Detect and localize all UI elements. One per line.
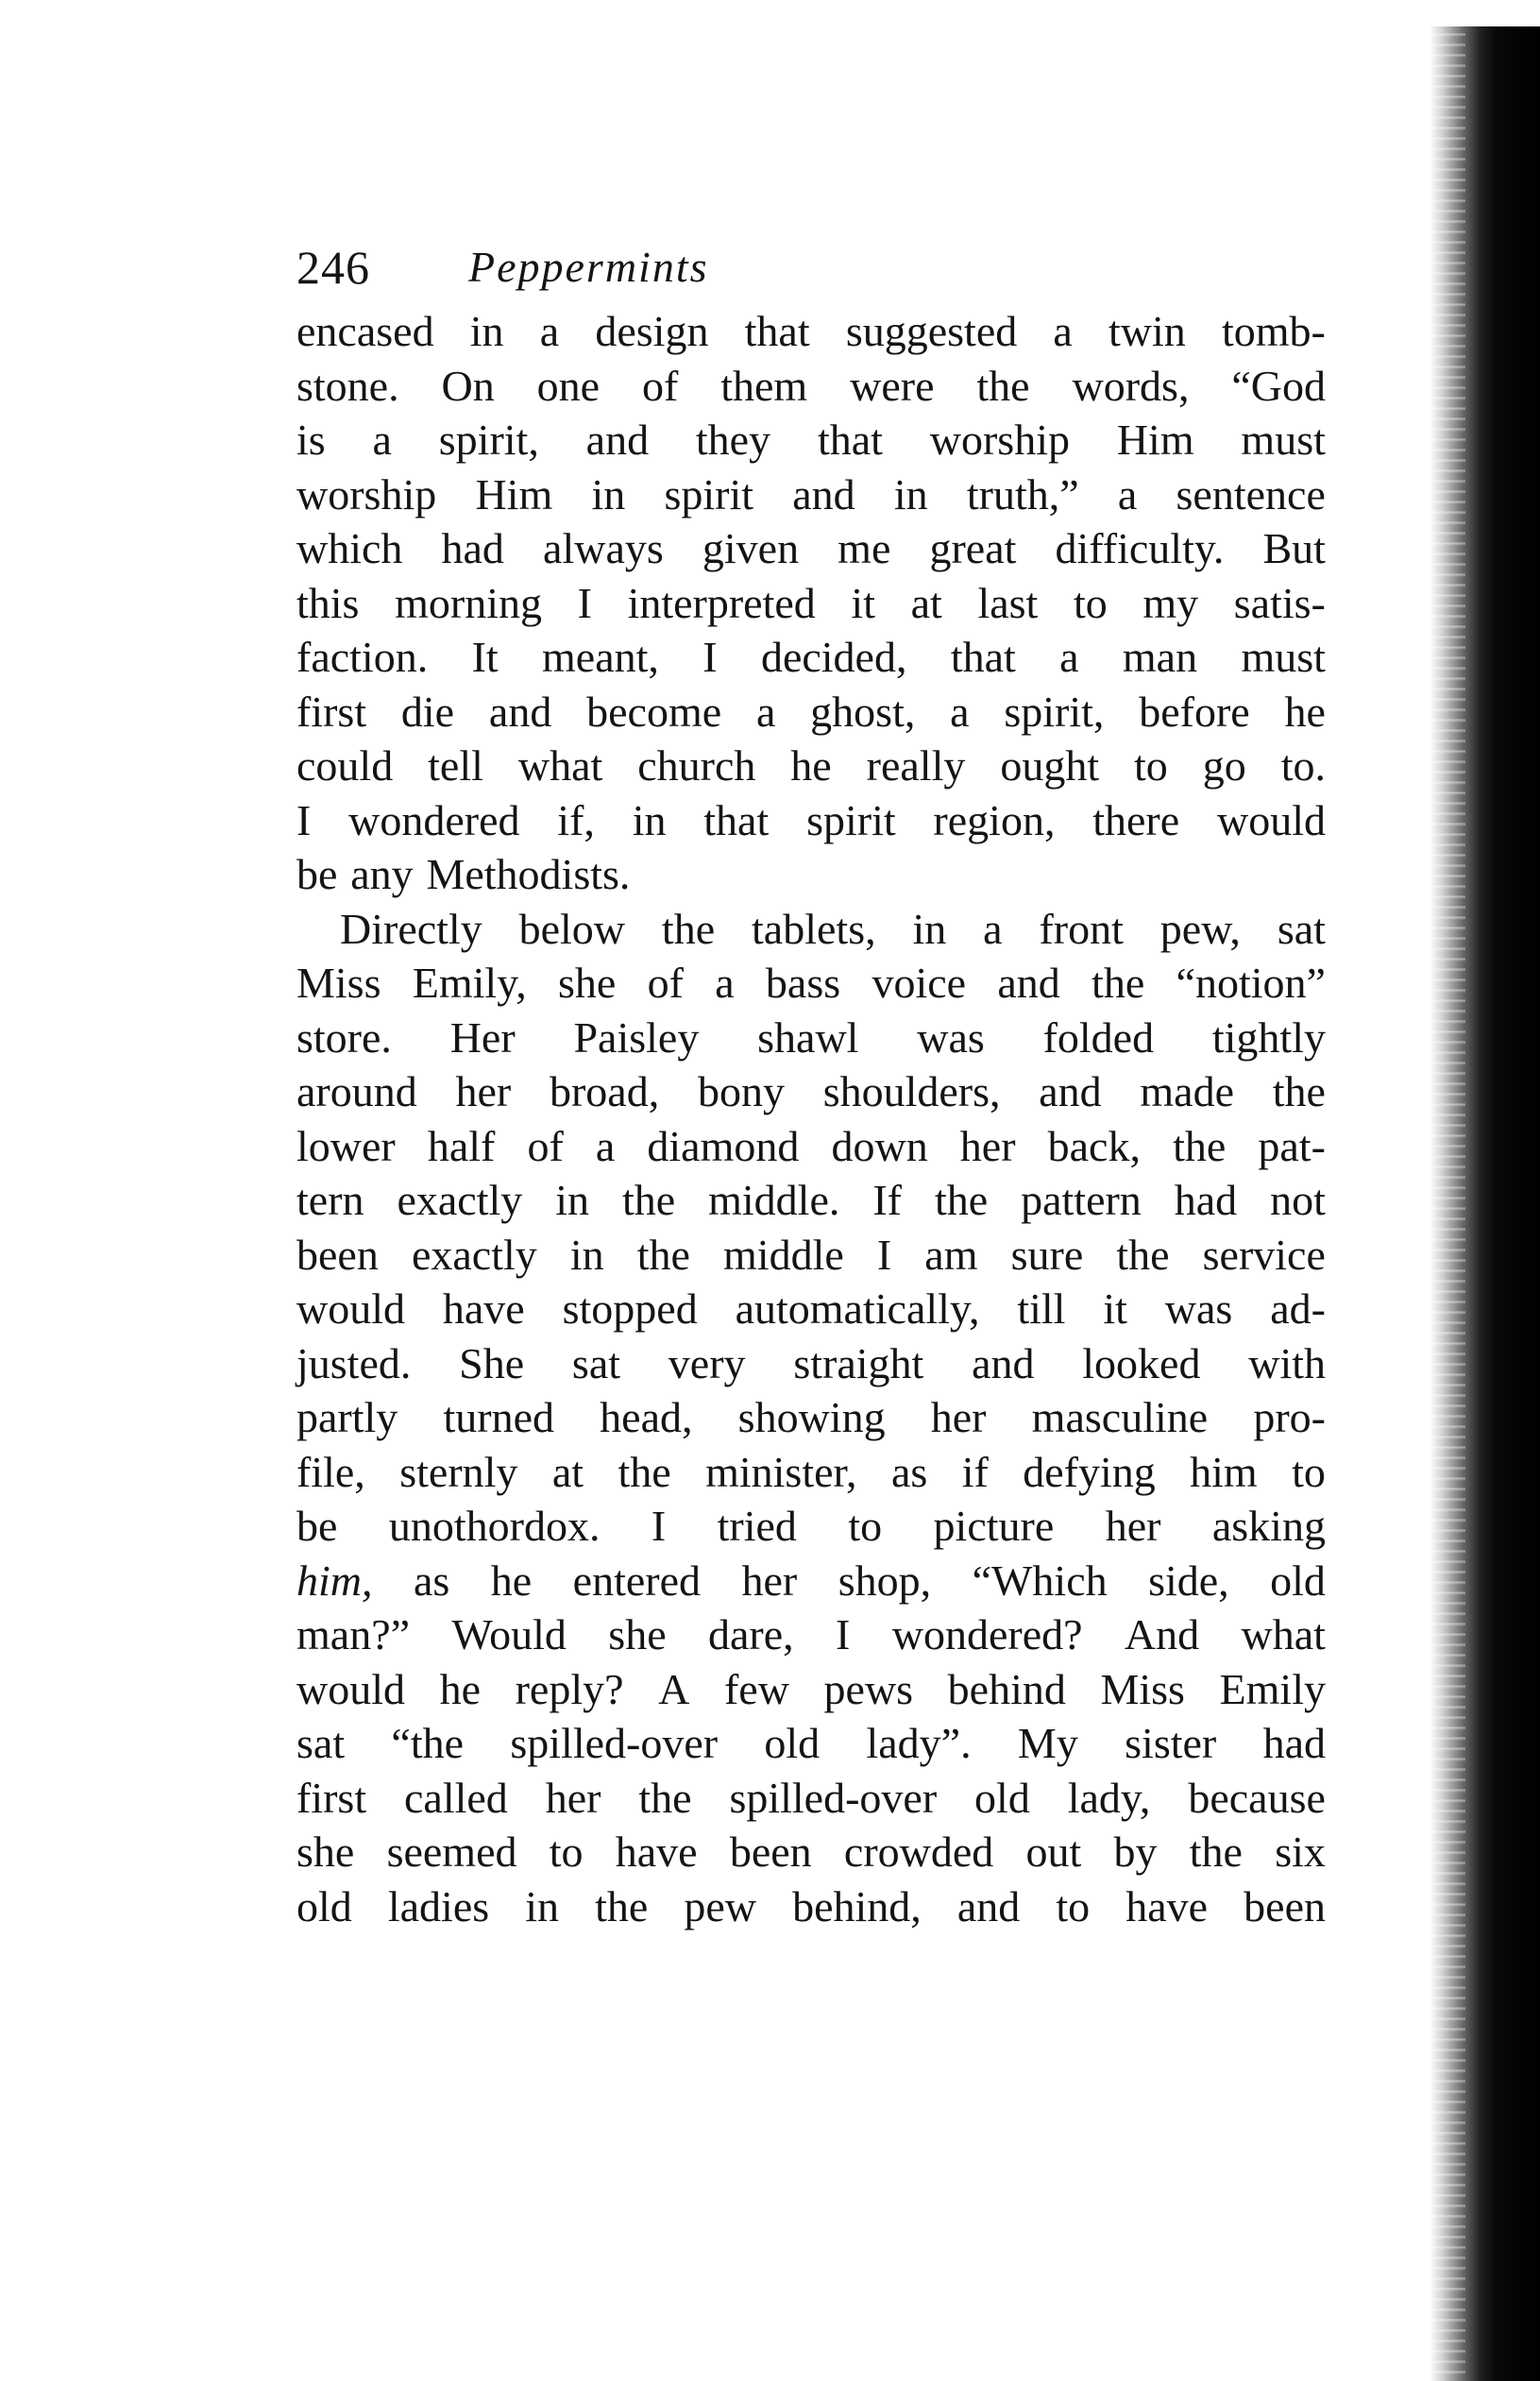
word: head, [600,1393,693,1441]
word: if, [557,795,595,844]
word: and [997,959,1060,1007]
word: turned [443,1393,554,1441]
word: in [591,469,626,519]
word: lady”. [866,1719,972,1767]
word: she [608,1610,667,1658]
word: he [490,1556,533,1605]
word: spirit [664,469,754,519]
word: old [764,1719,821,1767]
text-line [296,793,1326,848]
text-line [296,956,1326,1011]
word: side, [1148,1556,1229,1605]
word: showing [737,1393,886,1441]
word: go [1202,741,1246,790]
word: around [296,1067,417,1115]
word: seemed [386,1828,517,1876]
word: them [720,361,808,410]
word: bony [697,1067,785,1115]
word: voice [872,959,967,1007]
word: looked [1082,1338,1201,1387]
word: decided, [760,633,907,681]
word: words, [1072,361,1190,410]
word: that [950,633,1016,681]
text-line [296,1282,1326,1336]
word: back, [1047,1121,1141,1170]
word: great [929,524,1017,572]
word: first [296,687,367,736]
word: interpreted [627,578,816,627]
body-text [296,304,1326,1933]
word: they [695,416,771,464]
word: down [831,1121,928,1170]
word: pew [684,1881,757,1930]
word: the [661,904,716,953]
word: “the [391,1719,465,1767]
text-line [296,1499,1326,1554]
word: of [527,1121,564,1170]
word: picture [933,1502,1055,1550]
word: were [850,361,935,410]
text-line [296,1554,1326,1608]
word: six [1275,1828,1326,1876]
word: stopped [562,1284,698,1333]
word: the [934,1176,989,1224]
word: But [1262,524,1326,572]
word: behind [947,1664,1066,1713]
page-binding-edge [1409,26,1540,2381]
word: A [658,1664,690,1713]
text-line [296,521,1326,576]
word: Emily, [412,959,527,1007]
word: to [549,1828,584,1876]
word: a [755,687,776,736]
word: tell [428,741,483,790]
word: spirit [806,795,896,844]
word: a [950,687,970,736]
word: me [838,524,891,572]
word: few [723,1664,789,1713]
text-line [296,1445,1326,1500]
word: difficulty. [1055,524,1225,572]
word: a [1117,469,1138,519]
word: he [790,741,832,790]
word: middle. [708,1176,840,1224]
word: I [651,1502,667,1550]
word: become [586,687,722,736]
word: called [404,1773,508,1822]
word: tomb- [1222,307,1326,355]
word: had [441,524,504,572]
word: Him [1116,416,1194,464]
word: sat [1277,904,1326,953]
word: to [1056,1881,1091,1930]
word: the [1173,1121,1227,1170]
word: to. [1280,741,1326,790]
word: Him [475,469,553,519]
word: suggested [845,307,1018,355]
word: pat- [1258,1121,1326,1170]
word: exactly [411,1230,537,1279]
word: She [459,1338,525,1387]
word: a [539,307,560,355]
word: Methodists. [426,850,631,898]
text-line [296,1662,1326,1717]
word: old [296,1881,352,1930]
word: shoulders, [822,1067,1001,1115]
word: have [615,1828,698,1876]
word: made [1140,1067,1235,1115]
word: defying [1023,1447,1156,1496]
word: her [930,1393,987,1441]
word: really [866,741,966,790]
word: partly [296,1393,398,1441]
word: a [715,959,735,1007]
word: the [1189,1828,1243,1876]
word: pews [823,1664,914,1713]
word: in [555,1176,590,1224]
word: sentence [1176,469,1326,519]
text-line [296,1173,1326,1228]
word: as [413,1556,450,1605]
word: Paisley [573,1012,700,1062]
word: at [910,578,942,627]
word: he [1284,687,1326,736]
binding-speckle [1409,26,1465,2381]
word: wondered [348,795,520,844]
text-line [296,1228,1326,1283]
word: sister [1125,1719,1217,1767]
word: broad, [549,1067,660,1115]
word: to [848,1502,883,1550]
word: at [551,1447,584,1496]
text-line [296,1825,1326,1879]
word: to [1073,578,1108,627]
word: spirit, [1004,687,1105,736]
word: have [1125,1881,1209,1930]
word: exactly [397,1176,523,1224]
word: Her [449,1012,516,1062]
word: be [296,1502,338,1550]
word: and [956,1881,1021,1930]
word: must [1241,416,1326,464]
word: what [1241,1610,1326,1658]
text-line [296,576,1326,631]
word: store. [296,1012,392,1062]
word: her [959,1121,1016,1170]
word: die [400,687,455,736]
word: I [296,795,312,844]
word: I [702,633,718,681]
word: with [1248,1338,1326,1387]
word: in [912,904,947,953]
word: been [1244,1881,1326,1930]
text-line [296,685,1326,740]
word: On [441,361,495,410]
word: the [636,1230,690,1279]
word: twin [1108,307,1186,355]
word: ad- [1270,1284,1326,1333]
word: lower [296,1121,396,1170]
word: crowded [843,1828,994,1876]
word: by [1113,1828,1158,1876]
word: and [792,469,855,519]
word: that [817,416,883,464]
word: And [1124,1610,1200,1658]
word: man?” [296,1610,411,1658]
word: her [455,1067,512,1115]
word: in [632,795,667,844]
word: design [595,307,709,355]
word: is [296,416,326,464]
word: been [729,1828,812,1876]
word: the [1272,1067,1326,1115]
text-line [296,413,1326,468]
word: of [647,959,684,1007]
word: worship [296,469,437,519]
word: her [1105,1502,1161,1550]
word: below [518,904,626,953]
word: the [1092,959,1145,1007]
word: very [668,1338,746,1387]
word: her [545,1773,601,1822]
word: she [296,1828,355,1876]
text-line [296,902,1326,957]
word: middle [723,1230,844,1279]
word: minister, [705,1447,857,1496]
word: the [638,1773,692,1822]
word: spilled-over [729,1773,938,1822]
word: it [851,578,875,627]
word: service [1202,1230,1326,1279]
word: front [1039,904,1124,953]
word: it [1103,1284,1127,1333]
word: I [577,578,592,627]
text-line [296,1011,1326,1065]
word: shop, [838,1556,932,1605]
word: till [1017,1284,1066,1333]
word: justed. [296,1338,412,1387]
word: could [296,741,394,790]
word: region, [933,795,1056,844]
word: tern [296,1176,364,1224]
word: sat [296,1719,346,1767]
word: in [893,469,928,519]
word: and [972,1338,1035,1387]
word: there [1092,795,1180,844]
word: meant, [542,633,659,681]
word: I [836,1610,851,1658]
word: a [1059,633,1079,681]
word: and [585,416,650,464]
word: sat [571,1338,621,1387]
word: in [569,1230,604,1279]
word: she [558,959,617,1007]
text-line [296,630,1326,685]
word: and [488,687,552,736]
word: a [595,1121,616,1170]
word: because [1188,1773,1326,1822]
word: the [618,1447,671,1496]
text-line [296,1607,1326,1662]
word: tried [717,1502,797,1550]
word: automatically, [735,1284,980,1333]
word: Miss [1100,1664,1185,1713]
text-line [296,1879,1326,1934]
word: to [1292,1447,1326,1496]
word: pro- [1253,1393,1326,1441]
word: man [1122,633,1198,681]
word: had [1174,1176,1238,1224]
word: wondered? [891,1610,1083,1658]
word: in [525,1881,560,1930]
word: spilled-over [510,1719,719,1767]
word: Miss [296,959,381,1007]
text-line [296,1119,1326,1174]
word: tightly [1211,1012,1326,1062]
word: the [595,1881,649,1930]
word: ghost, [810,687,916,736]
word: and [1039,1067,1102,1115]
word: encased [296,307,434,355]
word: I [876,1230,892,1279]
page-number: 246 [296,241,370,294]
word: Emily [1219,1664,1326,1713]
word: a [1053,307,1073,355]
word: “Which [972,1556,1108,1605]
word: my [1142,578,1199,627]
running-title: Peppermints [468,243,709,291]
word: last [977,578,1039,627]
word: the [976,361,1030,410]
word: if [961,1447,989,1496]
word: was [1164,1284,1233,1333]
word: before [1139,687,1250,736]
text-line [296,1771,1326,1826]
word: entered [572,1556,702,1605]
word: one [536,361,601,410]
word: any [350,850,414,898]
word: tablets, [752,904,876,953]
word: church [637,741,756,790]
word: been [296,1230,379,1279]
text-line [296,1064,1326,1119]
word: had [1262,1719,1326,1767]
word: always [543,524,664,572]
word: given [702,524,800,572]
word: bass [765,959,841,1007]
word: must [1241,633,1326,681]
word: first [296,1773,367,1822]
text-line [296,1390,1326,1445]
word: to [1134,741,1168,790]
word: half [427,1121,496,1170]
word: ladies [387,1881,490,1930]
word: as [890,1447,928,1496]
word: file, [296,1447,365,1496]
word: sure [1010,1230,1084,1279]
word: unothordox. [388,1502,601,1550]
word: pattern [1021,1176,1142,1224]
word: pew, [1159,904,1241,953]
word: of [641,361,679,410]
word: that [703,795,770,844]
word: which [296,524,403,572]
word: that [744,307,810,355]
word: this [296,578,360,627]
text-line [296,1336,1326,1391]
word: straight [793,1338,924,1387]
word: him, [296,1556,373,1605]
word: It [471,633,499,681]
word: Directly [340,904,482,953]
word: Would [451,1610,567,1658]
word: truth,” [966,469,1079,519]
word: worship [929,416,1070,464]
word: behind, [792,1881,922,1930]
word: If [872,1176,902,1224]
word: old [1270,1556,1326,1605]
text-line [296,359,1326,414]
word: “notion” [1176,959,1326,1007]
word: sternly [399,1447,518,1496]
word: satis- [1233,578,1326,627]
word: a [983,904,1003,953]
word: “God [1231,361,1326,410]
word: shawl [757,1012,859,1062]
text-line [296,304,1326,359]
word: out [1025,1828,1082,1876]
word: her [741,1556,798,1605]
word: faction. [296,633,429,681]
word: the [1116,1230,1170,1279]
word: the [621,1176,676,1224]
word: a [372,416,392,464]
word: him [1190,1447,1258,1496]
word: lady, [1067,1773,1151,1822]
word: dare, [708,1610,794,1658]
word: would [296,1664,405,1713]
word: stone. [296,361,399,410]
word: diamond [647,1121,800,1170]
word: would [296,1284,405,1333]
word: he [439,1664,482,1713]
word: be [296,850,338,898]
word: am [924,1230,978,1279]
word: morning [395,578,542,627]
word: have [442,1284,525,1333]
word: My [1017,1719,1078,1767]
text-line [296,468,1326,522]
word: would [1216,795,1326,844]
word: masculine [1031,1393,1209,1441]
text-line [296,847,1326,902]
word: reply? [515,1664,624,1713]
word: what [517,741,603,790]
word: asking [1211,1502,1326,1550]
text-line [296,739,1326,793]
running-head [296,234,1326,300]
text-line [296,1716,1326,1771]
word: old [974,1773,1030,1822]
word: folded [1042,1012,1155,1062]
word: ought [1000,741,1100,790]
word: in [469,307,504,355]
word: not [1270,1176,1326,1224]
word: spirit, [438,416,539,464]
word: was [917,1012,985,1062]
